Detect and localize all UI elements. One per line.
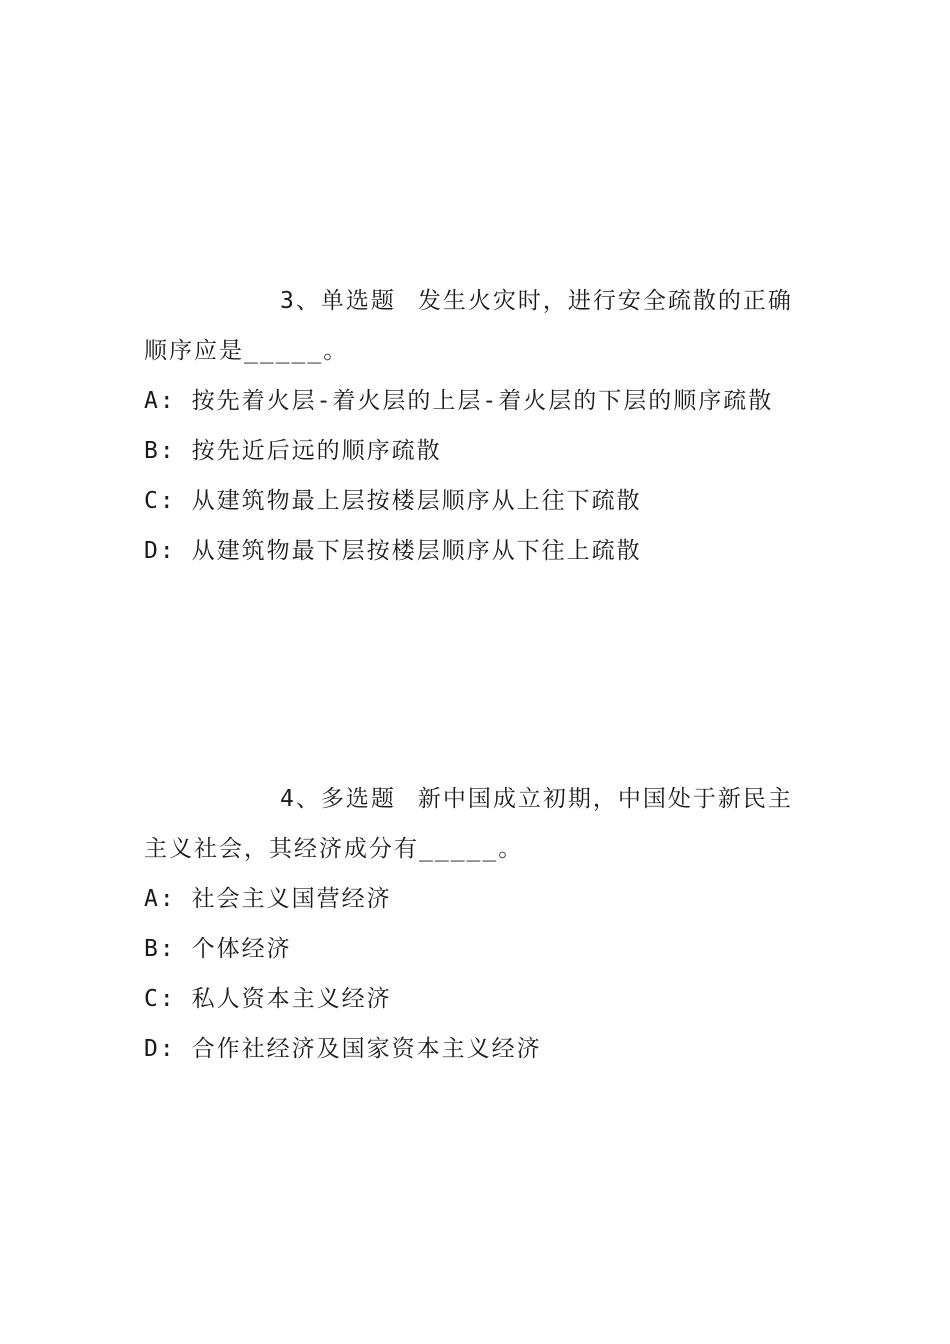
option-letter: C: (144, 986, 176, 1012)
option-text: 从建筑物最上层按楼层顺序从上往下疏散 (191, 488, 642, 514)
option-text: 合作社经济及国家资本主义经济 (191, 1036, 542, 1062)
question-3 (144, 276, 808, 576)
question-4 (144, 774, 808, 1074)
question-text: 发生火灾时，进行安全疏散的正确顺序应是_____。 (144, 288, 793, 364)
question-stem (144, 774, 808, 874)
option-text: 个体经济 (191, 936, 292, 962)
option-letter: A: (144, 388, 176, 414)
option-text: 社会主义国营经济 (191, 886, 392, 912)
option-c (144, 476, 808, 526)
option-text: 按先近后远的顺序疏散 (191, 438, 442, 464)
question-number: 4、 (280, 786, 321, 812)
option-letter: D: (144, 1036, 176, 1062)
option-text: 私人资本主义经济 (191, 986, 392, 1012)
option-b (144, 924, 808, 974)
option-letter: D: (144, 538, 176, 564)
option-text: 按先着火层-着火层的上层-着火层的下层的顺序疏散 (191, 388, 774, 414)
option-letter: C: (144, 488, 176, 514)
option-a (144, 376, 808, 426)
question-type: 多选题 (320, 786, 396, 812)
option-d (144, 526, 808, 576)
option-text: 从建筑物最下层按楼层顺序从下往上疏散 (191, 538, 642, 564)
option-b (144, 426, 808, 476)
option-d (144, 1024, 808, 1074)
question-number: 3、 (280, 288, 321, 314)
option-letter: B: (144, 438, 176, 464)
option-c (144, 974, 808, 1024)
question-text: 新中国成立初期，中国处于新民主主义社会，其经济成分有_____。 (144, 786, 793, 862)
option-letter: B: (144, 936, 176, 962)
option-letter: A: (144, 886, 176, 912)
option-a (144, 874, 808, 924)
question-stem (144, 276, 808, 376)
question-type: 单选题 (320, 288, 396, 314)
